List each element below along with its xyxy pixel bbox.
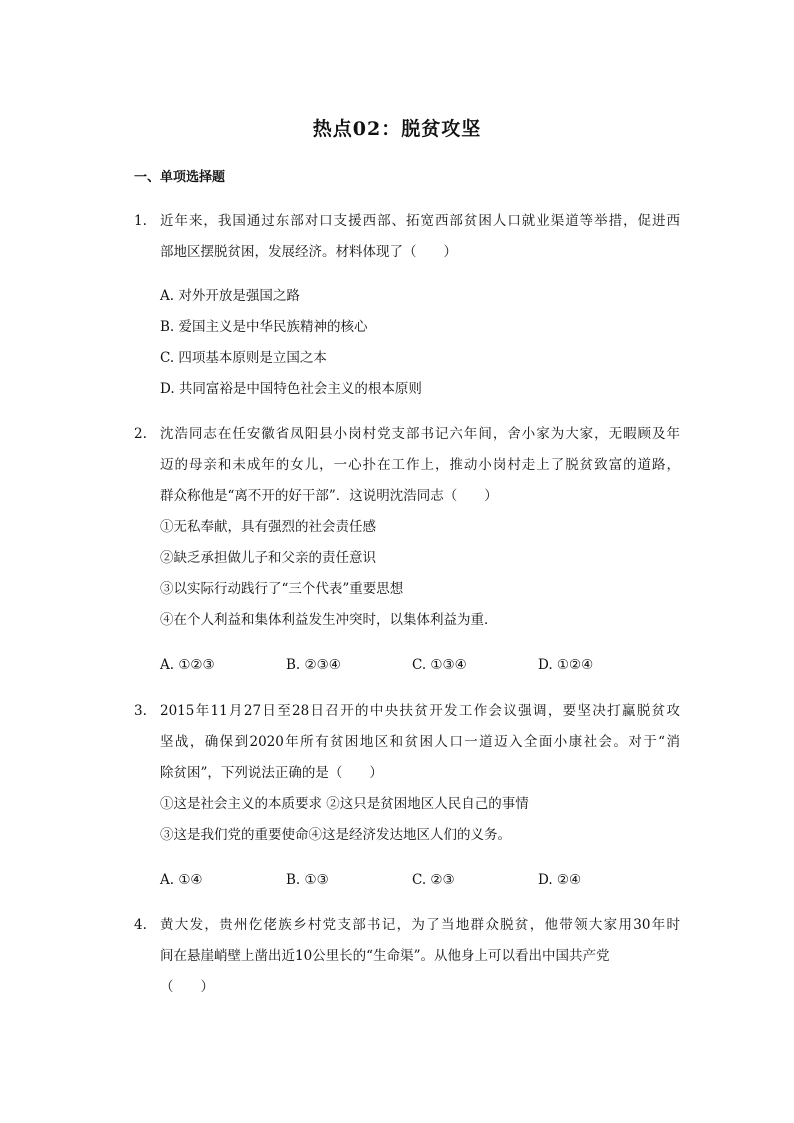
option-a: A. ①④	[160, 872, 203, 888]
options-list	[160, 281, 422, 405]
option-c: C. ②③	[412, 872, 455, 888]
page-title: 热点02：脱贫攻坚	[312, 118, 482, 140]
option-a: A. ①②③	[160, 657, 215, 673]
option-b: B. ②③④	[286, 657, 341, 673]
question-stem	[160, 696, 680, 851]
section-heading: 一、单项选择题	[134, 170, 226, 185]
question-line: 部地区摆脱贫困，发展经济。材料体现了（ ）	[160, 244, 457, 260]
options-row	[160, 650, 680, 681]
question-number: 4.	[134, 917, 147, 933]
statement-line: ①这是社会主义的本质要求 ②这只是贫困地区人民自己的事情	[160, 796, 529, 812]
statement-4: ④在个人利益和集体利益发生冲突时，以集体利益为重．	[160, 612, 498, 628]
option-c: C. 四项基本原则是立国之本	[160, 350, 327, 366]
option-d: D. ②④	[538, 872, 582, 888]
question-stem	[160, 419, 680, 636]
question-number: 3.	[134, 703, 147, 719]
statement-line: ③这是我们党的重要使命④这是经济发达地区人们的义务。	[160, 827, 511, 843]
options-row	[160, 865, 680, 896]
question-number: 1.	[134, 213, 147, 229]
option-d: D. 共同富裕是中国特色社会主义的根本原则	[160, 381, 422, 397]
option-b: B. ①③	[286, 872, 329, 888]
question-line: 沈浩同志在任安徽省凤阳县小岗村党支部书记六年间，舍小家为大家，无暇顾及年	[160, 426, 680, 442]
question-number: 2.	[134, 426, 147, 442]
question-line: 间在悬崖峭壁上凿出近10公里长的“生命渠”。从他身上可以看出中国共产党	[160, 948, 610, 964]
option-d: D. ①②④	[538, 657, 594, 673]
question-line: 2015年11月27日至28日召开的中央扶贫开发工作会议强调，要坚决打赢脱贫攻	[160, 703, 680, 719]
question-stem	[160, 910, 680, 1003]
question-line: 迈的母亲和未成年的女儿，一心扑在工作上，推动小岗村走上了脱贫致富的道路，	[160, 457, 680, 473]
question-line: 黄大发，贵州仡佬族乡村党支部书记，为了当地群众脱贫，他带领大家用30年时	[160, 917, 680, 933]
question-line: 除贫困”，下列说法正确的是（ ）	[160, 765, 383, 781]
question-stem	[160, 206, 680, 268]
statement-2: ②缺乏承担做儿子和父亲的责任意识	[160, 550, 376, 566]
option-a: A. 对外开放是强国之路	[160, 288, 300, 304]
statement-3: ③以实际行动践行了“三个代表”重要思想	[160, 581, 404, 597]
option-c: C. ①③④	[412, 657, 467, 673]
option-b: B. 爱国主义是中华民族精神的核心	[160, 319, 368, 335]
question-line: 群众称他是“离不开的好干部”．这说明沈浩同志（ ）	[160, 488, 498, 504]
question-line: 坚战，确保到2020年所有贫困地区和贫困人口一道迈入全面小康社会。对于“消	[160, 734, 680, 750]
question-line: 近年来，我国通过东部对口支援西部、拓宽西部贫困人口就业渠道等举措，促进西	[160, 213, 680, 229]
question-line: （ ）	[160, 979, 214, 995]
statement-1: ①无私奉献，具有强烈的社会责任感	[160, 519, 376, 535]
